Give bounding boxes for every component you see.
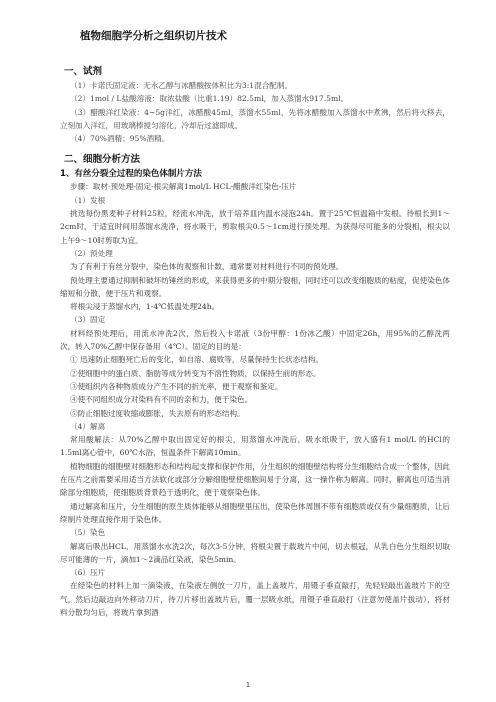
- fixation-point: ① 迅速防止细胞死亡后的变化，如自溶、腐败等，尽量保持生长状态结构。: [70, 355, 324, 365]
- section-heading-reagents: 一、试剂: [64, 66, 103, 77]
- step-text: 解离后吸出HCL，用蒸馏水水洗2次，每次3-5分钟，将根尖置于载玻片中间，切去根冠，从乳白色分生组织切取尽可能薄的一片，滴加1～2滴品红染液，染色5min。: [60, 541, 450, 564]
- step-text: 在经染色的材料上加一滴染液，在染液左侧放一刀片，盖上盖玻片，用镊子垂直敲打，先轻轻敲出盖玻片下的空气，然后边敲边向外移动刀片，待刀片移出盖玻片后，覆一层吸水纸，用镊子垂直敲打（注意勿使盖片拔动），将材料分散均匀后，将玻片拿到酒: [60, 581, 450, 617]
- reagent-item: （3）醋酸洋红染液：4~5g洋红，冰醋酸45ml，蒸馏水55ml，先将冰醋酸加入蒸馏水中煮沸，然后将火移去，立刻加入洋红，用玻璃棒搅匀溶化，冷却后过滤即成。: [60, 107, 450, 130]
- step-heading: （5）染色: [70, 528, 106, 538]
- step-text: 挑选每份黑麦种子材料25粒，经流水冲洗，放于培养皿内温水浸泡24h。置于25℃恒温箱中发根。待根长到1～2cm时，于适宜时间用蒸馏水洗净，将水吸干，剪取根尖0.5～1cm进行预处理。为获得尽可能多的分裂相，根尖以上午9～10时剪取为宜。: [60, 209, 450, 245]
- step-text: 将根尖浸于蒸馏水内，1-4℃低温处理24h。: [70, 302, 220, 312]
- step-text: 植物细胞的细胞壁对细胞形态和结构起支撑和保护作用，分生组织的细胞壁结构将分生细胞结合成一个整体，因此在压片之前需要采用适当方法软化或部分分解细胞壁使细胞间易于分离，这一操作称为解离。同时，解离也可适当消除部分细胞质，使细胞质背景趋于透明化，便于观察染色体。: [60, 461, 450, 498]
- step-heading: （3）固定: [70, 315, 106, 325]
- fixation-point: ④使不同组织成分对染料有不同的亲和力，便于染色。: [70, 395, 253, 405]
- fixation-point: ③使组织内各种物质成分产生不同的折光率，便于观察和鉴定。: [70, 381, 283, 391]
- subsection-heading-mitosis: 1、有丝分裂全过程的染色体制片方法: [60, 169, 202, 180]
- step-text: 预处理主要通过抑制和破坏纺锤丝的形成，来获得更多的中期分裂相，同时还可以改变细胞质的粘度，促使染色体缩短和分散，便于压片和观察。: [60, 275, 450, 298]
- step-text: 为了有利于有丝分裂中，染色体的观察和计数，通常要对材料进行不同的预处理。: [70, 262, 344, 272]
- step-heading: （2）预处理: [70, 248, 113, 258]
- fixation-point: ②使细胞中的蛋白质、脂肪等成分转变为不溶性物质，以保持生前的形态。: [70, 368, 321, 378]
- document-body: [60, 28, 450, 619]
- step-text: 通过解离和压片，分生细胞的原生质体能够从细胞壁里压出，使染色体周围不带有细胞质或仅有少量细胞质，让后续制片处理直接作用于染色体。: [60, 501, 450, 524]
- step-heading: （4）解离: [70, 421, 106, 431]
- step-text: 材料经预处理后，用流水冲洗2次，然后投入卡诺液（3份甲醇：1份冰乙酸）中固定26h，用95%的乙醇洗两次，转入70%乙醇中保存备用（4℃）。固定的目的是：: [60, 328, 450, 352]
- fixation-point: ⑤防止细胞过度收缩或膨胀，失去原有的形态结构。: [70, 408, 245, 418]
- page-number: 1: [246, 682, 250, 689]
- reagent-item: （1）卡诺氏固定液：无水乙醇与冰醋酸按体积比为3:1混合配制。: [70, 81, 293, 90]
- reagent-item: （4）70%酒精；95%酒精。: [70, 134, 170, 144]
- step-heading: （1）发根: [70, 195, 106, 205]
- reagent-item: （2）1mol / L盐酸溶液：取浓盐酸（比重1.19）82.5ml，加入蒸馏水917.5ml。: [70, 94, 349, 104]
- step-text: 常用酸解法：从70%乙醇中取出固定好的根尖，用蒸馏水冲洗后，吸水纸吸干，放入盛有1 mol/L 的HCl的1.5ml离心管中，60℃水浴，恒温条件下解离10min。: [60, 435, 450, 458]
- document-title: 植物细胞学分析之组织切片技术: [80, 30, 227, 42]
- step-heading: （6）压片: [70, 568, 106, 578]
- section-heading-methods: 二、细胞分析方法: [64, 154, 141, 166]
- steps-intro: 步骤：取材-预处理-固定-根尖解离1mol/L HCL-醋酸洋红染色-压片: [70, 182, 297, 192]
